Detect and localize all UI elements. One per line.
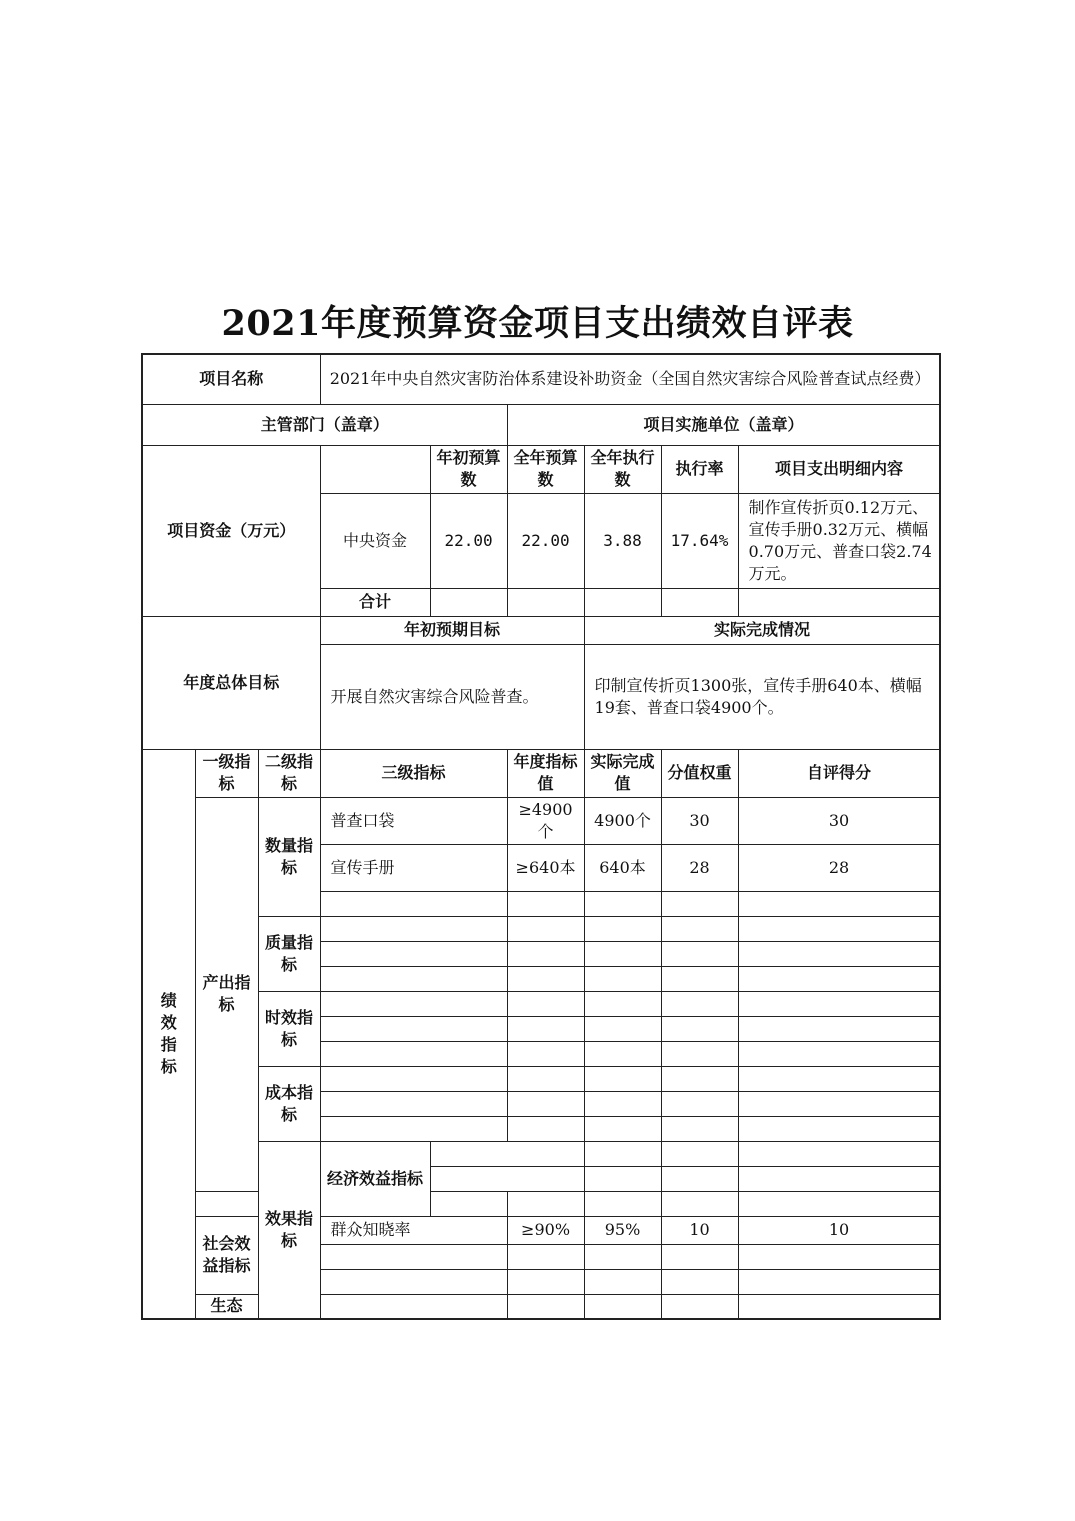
output-indicators-label: 产出指标 [195, 797, 258, 1191]
detail-header: 项目支出明细内容 [738, 445, 940, 493]
total-initial [430, 588, 507, 616]
total-executed [584, 588, 661, 616]
quality-indicators-label: 质量指标 [258, 916, 320, 991]
project-name-label: 项目名称 [142, 354, 320, 404]
total-label: 合计 [320, 588, 430, 616]
project-name-value: 2021年中央自然灾害防治体系建设补助资金（全国自然灾害综合风险普查试点经费） [320, 354, 940, 404]
table-row [142, 991, 940, 1016]
table-row [142, 1141, 940, 1166]
funds-blank-header [320, 445, 430, 493]
indicator-manual-weight: 28 [661, 844, 738, 891]
cost-indicators-label: 成本指标 [258, 1066, 320, 1141]
rate-header: 执行率 [661, 445, 738, 493]
total-annual [507, 588, 584, 616]
economic-indicators-label: 经济效益指标 [320, 1141, 430, 1216]
actual-result-header: 实际完成情况 [584, 616, 940, 644]
indicator-awareness-weight: 10 [661, 1216, 738, 1244]
quantity-indicators-label: 数量指标 [258, 797, 320, 916]
expected-goal-header: 年初预期目标 [320, 616, 584, 644]
central-detail: 制作宣传折页0.12万元、宣传手册0.32万元、横幅0.70万元、普查口袋2.74万元。 [738, 493, 940, 588]
central-annual-budget: 22.00 [507, 493, 584, 588]
score-header: 自评得分 [738, 749, 940, 797]
table-row [142, 1066, 940, 1091]
implementer-label: 项目实施单位（盖章） [507, 404, 940, 445]
target-header: 年度指标值 [507, 749, 584, 797]
social-indicators-label: 社会效益指标 [195, 1216, 258, 1294]
performance-indicators-label: 绩效指标 [142, 749, 195, 1319]
indicator-bags-target: ≥4900个 [507, 797, 584, 844]
indicator-awareness-score: 10 [738, 1216, 940, 1244]
funds-label: 项目资金（万元） [142, 445, 320, 616]
annual-goal-label: 年度总体目标 [142, 616, 320, 749]
initial-budget-header: 年初预算数 [430, 445, 507, 493]
annual-budget-header: 全年预算数 [507, 445, 584, 493]
weight-header: 分值权重 [661, 749, 738, 797]
executed-header: 全年执行数 [584, 445, 661, 493]
central-rate: 17.64% [661, 493, 738, 588]
indicator-manual-actual: 640本 [584, 844, 661, 891]
indicator-bags-actual: 4900个 [584, 797, 661, 844]
level1-header: 一级指标 [195, 749, 258, 797]
eco-indicators-label: 生态 [195, 1294, 258, 1319]
actual-result-text: 印制宣传折页1300张，宣传手册640本、横幅19套、普查口袋4900个。 [584, 644, 940, 749]
indicator-manual-target: ≥640本 [507, 844, 584, 891]
indicator-awareness-name: 群众知晓率 [320, 1216, 507, 1244]
page-title: 2021年度预算资金项目支出绩效自评表 [221, 303, 854, 344]
total-rate [661, 588, 738, 616]
indicator-awareness-target: ≥90% [507, 1216, 584, 1244]
central-initial-budget: 22.00 [430, 493, 507, 588]
timeliness-indicators-label: 时效指标 [258, 991, 320, 1066]
indicator-bags-score: 30 [738, 797, 940, 844]
central-funds-label: 中央资金 [320, 493, 430, 588]
actual-header: 实际完成值 [584, 749, 661, 797]
indicator-awareness-actual: 95% [584, 1216, 661, 1244]
performance-table [141, 353, 941, 1320]
supervisor-dept-label: 主管部门（盖章） [142, 404, 507, 445]
indicator-bags-name: 普查口袋 [320, 797, 507, 844]
central-executed: 3.88 [584, 493, 661, 588]
indicator-manual-score: 28 [738, 844, 940, 891]
indicator-manual-name: 宣传手册 [320, 844, 507, 891]
indicator-bags-weight: 30 [661, 797, 738, 844]
effect-indicators-label: 效果指标 [258, 1141, 320, 1319]
table-row [142, 916, 940, 941]
level3-header: 三级指标 [320, 749, 507, 797]
total-detail [738, 588, 940, 616]
level2-header: 二级指标 [258, 749, 320, 797]
table-row [142, 1191, 940, 1216]
expected-goal-text: 开展自然灾害综合风险普查。 [320, 644, 584, 749]
